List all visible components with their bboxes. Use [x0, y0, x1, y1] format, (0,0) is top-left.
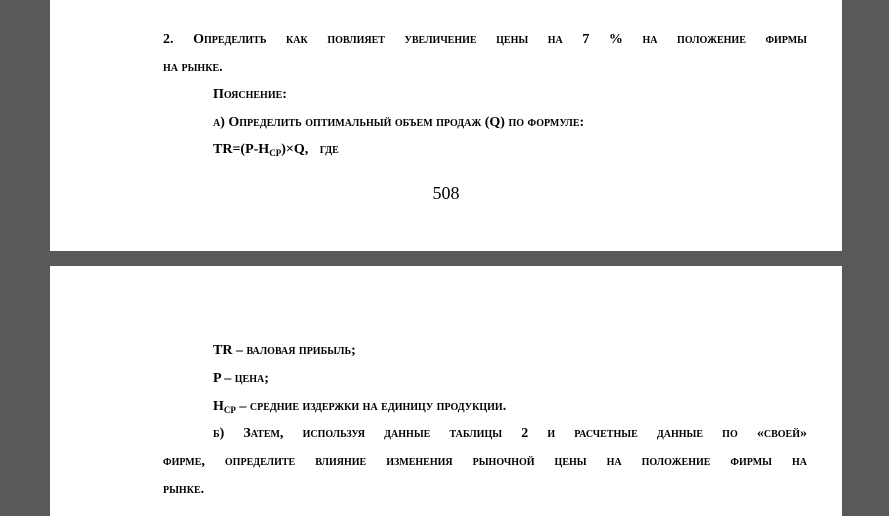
step-b-line-3: рынке. [163, 482, 205, 497]
definition-h [50, 399, 842, 415]
formula-suffix: )×Q, [281, 142, 309, 157]
definition-h-subscript: СР [223, 405, 236, 415]
document-page-1 [50, 0, 842, 251]
definition-tr: TR – валовая прибыль; [213, 343, 356, 358]
definition-p: P – цена; [213, 371, 269, 386]
task-line-1: 2. Определить как повлияет увеличение цены на 7 % на положение фирмы [163, 32, 807, 47]
step-a-text: а) Определить оптимальный объем продаж (Q) по формуле: [213, 115, 585, 130]
formula-prefix: TR=(P-H [213, 142, 270, 157]
page-number: 508 [432, 183, 460, 203]
definition-h-suffix: – средние издержки на единицу продукции. [235, 399, 507, 414]
formula-line [50, 142, 842, 158]
document-page-2 [50, 266, 842, 516]
step-b-line-2: фирме, определите влияние изменения рыночной цены на положение фирмы на [163, 454, 807, 469]
definition-h-prefix: Н [213, 399, 224, 414]
formula-subscript: СР [269, 148, 282, 158]
step-b-line-1: б) Затем, используя данные таблицы 2 и расчетные данные по «своей» [213, 426, 807, 441]
task-line-2: на рынке. [163, 60, 223, 75]
explanation-heading: Пояснение: [213, 87, 287, 102]
formula-where: где [319, 142, 339, 157]
